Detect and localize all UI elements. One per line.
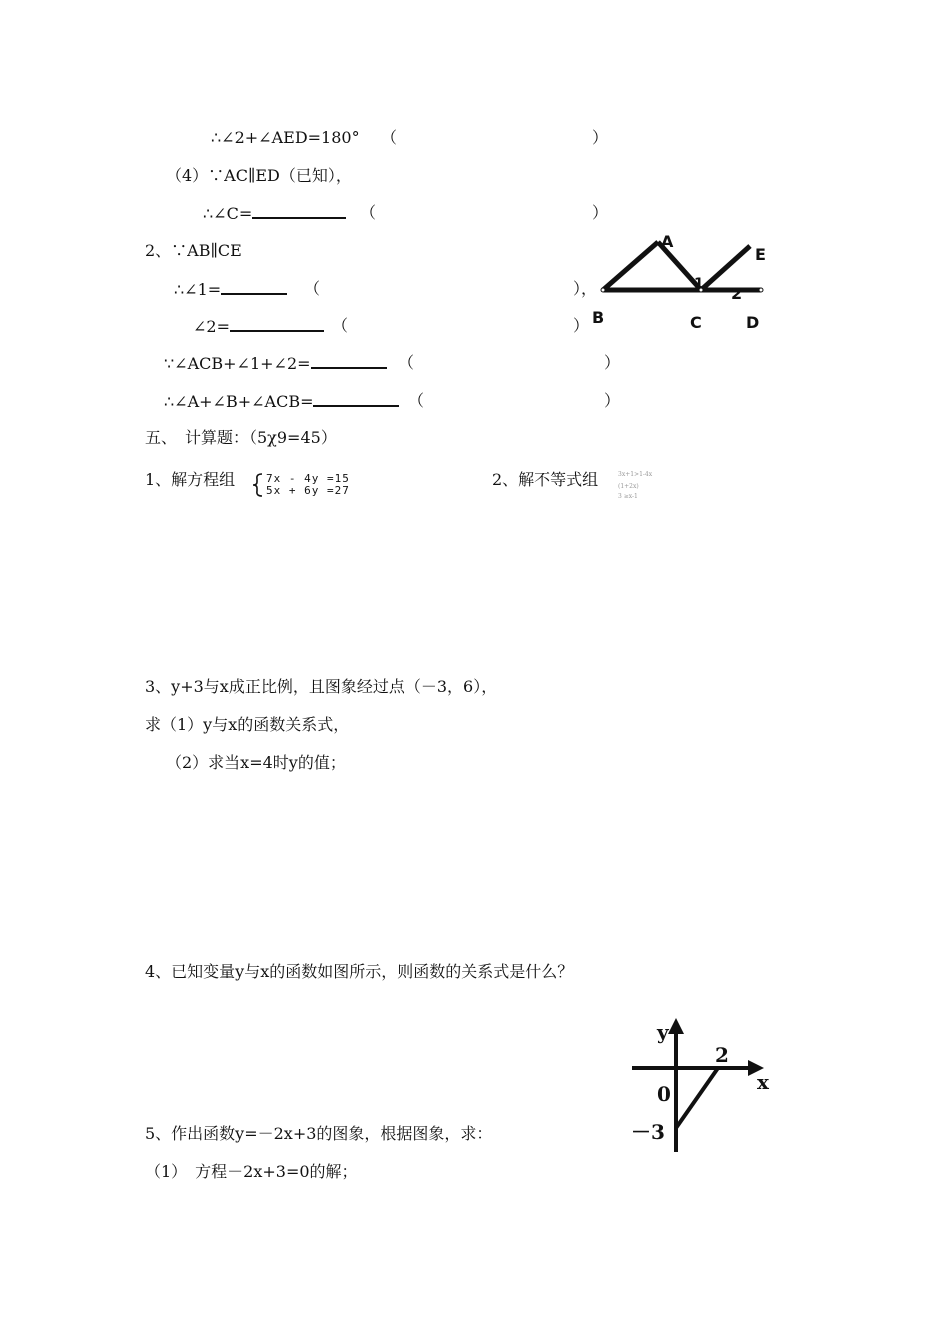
- label-y-axis: y: [657, 1020, 669, 1044]
- answer-blank[interactable]: [311, 353, 387, 369]
- question-4: 4、已知变量y与x的函数如图所示，则函数的关系式是什么？: [145, 962, 574, 981]
- answer-blank[interactable]: [313, 391, 399, 407]
- paren-close: ）: [592, 128, 609, 147]
- inequality-system: [616, 470, 666, 504]
- equation-system: [252, 472, 400, 498]
- paren-close: ）: [592, 203, 609, 222]
- question-3-part-1: 求（1）y与x的函数关系式，: [145, 715, 350, 734]
- section-heading: 五、 计算题：（5χ9=45）: [145, 428, 337, 447]
- paren-open: （: [381, 128, 398, 147]
- point-d: [759, 288, 763, 292]
- line-ce: [701, 246, 750, 290]
- answer-blank[interactable]: [252, 203, 346, 219]
- proof-line-4: 2、∵AB∥CE: [145, 241, 242, 260]
- inequality-row-2: (1+2x): [618, 483, 639, 490]
- label-origin: 0: [657, 1082, 671, 1106]
- question-3-part-2: （2）求当x=4时y的值；: [166, 753, 346, 772]
- proof-text: ∠2=: [193, 317, 230, 336]
- proof-line-2: （4）∵AC∥ED（已知），: [166, 166, 352, 185]
- label-e: E: [755, 245, 766, 264]
- question-5: 5、作出函数y=－2x+3的图象，根据图象，求：: [145, 1124, 493, 1143]
- proof-text: ∴∠1=: [174, 280, 222, 299]
- line-ba: [603, 242, 658, 290]
- label-two: 2: [715, 1043, 729, 1067]
- question-5-part-1: （1） 方程－2x+3=0的解；: [145, 1162, 358, 1181]
- label-a: A: [661, 232, 674, 251]
- y-axis-arrow-icon: [668, 1018, 684, 1034]
- label-b: B: [592, 308, 605, 327]
- proof-text: ∵∠ACB+∠1+∠2=: [164, 354, 311, 373]
- proof-line-3: [203, 203, 346, 224]
- point-b: [601, 288, 605, 292]
- question-1: 1、解方程组: [145, 470, 236, 489]
- proof-line-6: [193, 316, 324, 337]
- proof-line-7: [164, 353, 387, 374]
- question-2: 2、解不等式组: [492, 470, 599, 489]
- label-c: C: [690, 313, 702, 332]
- inequality-row-1: 3x+1>1-4x: [618, 471, 653, 478]
- function-line: [676, 1068, 718, 1128]
- label-d: D: [746, 313, 760, 332]
- answer-blank[interactable]: [230, 316, 324, 332]
- label-x-axis: x: [757, 1070, 769, 1094]
- paren-close: ）: [573, 316, 590, 335]
- answer-blank[interactable]: [221, 279, 287, 295]
- label-angle-1: 1: [694, 276, 704, 292]
- paren-close: ），: [573, 279, 598, 298]
- paren-close: ）: [604, 391, 621, 410]
- proof-line-5: [174, 279, 287, 300]
- paren-open: （: [360, 203, 377, 222]
- proof-line-8: [164, 391, 399, 412]
- paren-open: （: [304, 279, 321, 298]
- proof-text: ∴∠2+∠AED=180°: [211, 128, 360, 147]
- question-3: 3、y+3与x成正比例，且图象经过点（－3，6），: [145, 677, 498, 696]
- paren-open: （: [408, 391, 425, 410]
- equation-row-2: 5x + 6y =27: [266, 484, 350, 497]
- label-angle-2: 2: [731, 284, 743, 303]
- proof-line-1: [211, 128, 360, 148]
- proof-text: ∴∠C=: [203, 204, 253, 223]
- paren-open: （: [398, 353, 415, 372]
- equation-row-1: 7x - 4y =15: [266, 472, 350, 485]
- geometry-figure: [585, 228, 785, 338]
- paren-open: （: [332, 316, 349, 335]
- label-neg-three: －3: [631, 1120, 665, 1144]
- paren-close: ）: [604, 353, 621, 372]
- function-graph: [620, 1012, 780, 1162]
- proof-text: ∴∠A+∠B+∠ACB=: [164, 392, 314, 411]
- inequality-row-3: 3 ≥x-1: [618, 493, 638, 500]
